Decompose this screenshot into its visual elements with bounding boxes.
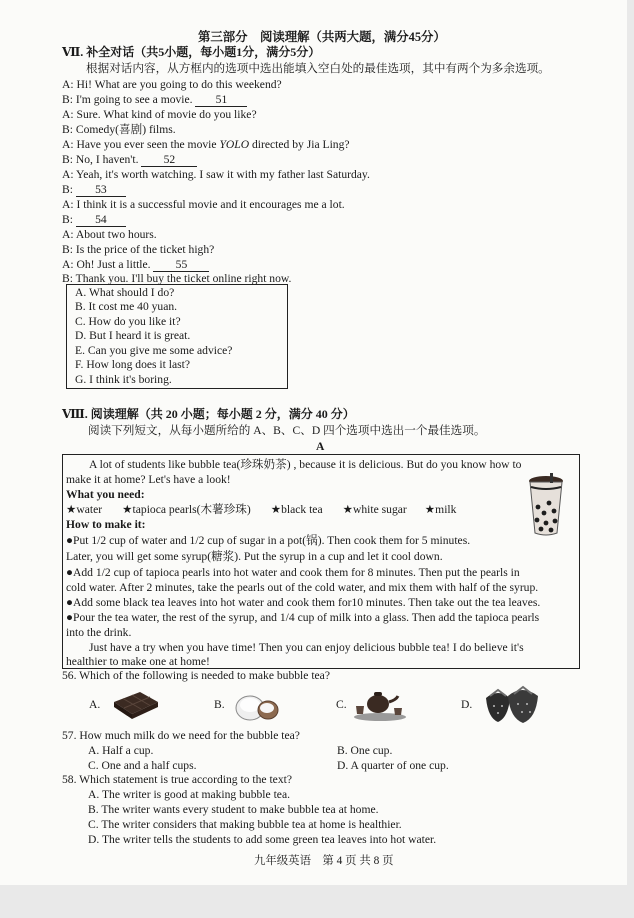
passage-line: ●Add some black tea leaves into hot water and cook them for10 minutes. Then take out the tea leaves.	[66, 596, 541, 609]
coconut-image	[232, 690, 280, 722]
answer-blank-55[interactable]: 55	[153, 259, 209, 272]
movie-title: YOLO	[219, 138, 250, 151]
passage-line: ●Add 1/2 cup of tapioca pearls into hot water and cook them for 8 minutes. Then put the pearls in	[66, 566, 520, 579]
dialogue-text: directed by Jia Ling?	[249, 138, 350, 151]
passage-line: healthier to make one at home!	[66, 655, 210, 668]
section7-instruction: 根据对话内容，从方框内的选项中选出能填入空白处的最佳选项，其中有两个为多余选项。	[86, 62, 550, 75]
answer-blank-52[interactable]: 52	[141, 154, 197, 167]
section-header: 第三部分 阅读理解（共两大题，满分45分）	[198, 30, 446, 44]
ingredient-item: ★white sugar	[342, 503, 407, 516]
dialogue-line: A: Hi! What are you going to do this weekend?	[62, 78, 282, 91]
passage-label: A	[316, 440, 325, 453]
passage-line: ●Put 1/2 cup of water and 1/2 cup of sugar in a pot(锅). Then cook them for 5 minutes.	[66, 534, 471, 547]
passage-line: Just have a try when you have time! Then you can enjoy delicious bubble tea! I do believe it's	[89, 641, 524, 654]
dialogue-text: A: Have you ever seen the movie	[62, 138, 220, 151]
option-57-c[interactable]: C. One and a half cups.	[88, 759, 197, 772]
option-56-b[interactable]: B.	[214, 698, 225, 711]
dialogue-line: B: Is the price of the ticket high?	[62, 243, 215, 256]
answer-blank-53[interactable]: 53	[76, 184, 126, 197]
ingredient-item: ★milk	[424, 503, 457, 516]
question-57: 57. How much milk do we need for the bubble tea?	[62, 729, 300, 742]
passage-line: into the drink.	[66, 626, 132, 639]
option-item: D. But I heard it is great.	[75, 329, 191, 342]
answer-blank-51[interactable]: 51	[195, 94, 247, 107]
option-57-d[interactable]: D. A quarter of one cup.	[337, 759, 449, 772]
dialogue-line: B: Comedy(喜剧) films.	[62, 123, 176, 136]
dialogue-line: A: About two hours.	[62, 228, 157, 241]
passage-line: ●Pour the tea water, the rest of the syrup, and 1/4 cup of milk into a glass. Then add the tapioca pearls	[66, 611, 540, 624]
dialogue-text: A: Oh! Just a little.	[62, 258, 154, 271]
dialogue-line: A: Yeah, it's worth watching. I saw it with my father last Saturday.	[62, 168, 370, 181]
option-58-c[interactable]: C. The writer considers that making bubble tea at home is healthier.	[88, 818, 402, 831]
dialogue-line	[62, 183, 126, 197]
dialogue-line: B: Thank you. I'll buy the ticket online right now.	[62, 272, 292, 285]
option-56-c[interactable]: C.	[336, 698, 347, 711]
answer-blank-54[interactable]: 54	[76, 214, 126, 227]
options-box	[66, 284, 288, 389]
passage-line: cold water. After 2 minutes, take the pearls out of the cold water, and mix them with half of the syrup.	[66, 581, 539, 594]
bubble-tea-cup-image	[525, 473, 567, 537]
option-56-a[interactable]: A.	[89, 698, 101, 711]
option-58-b[interactable]: B. The writer wants every student to make bubble tea at home.	[88, 803, 379, 816]
section8-title: Ⅷ. 阅读理解（共 20 小题；每小题 2 分，满分 40 分）	[62, 407, 355, 421]
option-58-d[interactable]: D. The writer tells the students to add some green tea leaves into hot water.	[88, 833, 437, 846]
option-58-a[interactable]: A. The writer is good at making bubble tea.	[88, 788, 290, 801]
option-57-b[interactable]: B. One cup.	[337, 744, 393, 757]
section8-instruction: 阅读下列短文，从每小题所给的 A、B、C、D 四个选项中选出一个最佳选项。	[88, 424, 486, 437]
how-heading: How to make it:	[66, 518, 146, 531]
dialogue-text: B:	[62, 213, 76, 226]
dialogue-text: B:	[62, 183, 76, 196]
dialogue-line	[62, 213, 126, 227]
option-item: A. What should I do?	[75, 286, 175, 299]
passage-line: make it at home? Let's have a look!	[66, 473, 231, 486]
ingredient-item: ★black tea	[270, 503, 323, 516]
dialogue-line	[62, 93, 247, 107]
option-57-a[interactable]: A. Half a cup.	[88, 744, 154, 757]
ingredient-list	[66, 503, 456, 517]
passage-box	[62, 454, 580, 669]
option-item: B. It cost me 40 yuan.	[75, 300, 178, 313]
ingredient-item: ★tapioca pearls(木薯珍珠)	[122, 503, 251, 516]
dialogue-line	[62, 258, 209, 272]
dialogue-line	[62, 138, 350, 152]
teapot-cups-image	[352, 686, 408, 722]
option-item: F. How long does it last?	[75, 358, 191, 371]
option-item: E. Can you give me some advice?	[75, 343, 233, 357]
strawberries-image	[480, 684, 546, 724]
section7-title: Ⅶ. 补全对话（共5小题，每小题1分，满分5分）	[62, 45, 321, 59]
option-56-d[interactable]: D.	[461, 698, 473, 711]
dialogue-text: B: I'm going to see a movie.	[62, 93, 196, 106]
dialogue-line: A: Sure. What kind of movie do you like?	[62, 108, 257, 121]
option-item: C. How do you like it?	[75, 314, 181, 328]
dialogue-line: A: I think it is a successful movie and it encourages me a lot.	[62, 198, 345, 211]
ingredient-item: ★water	[66, 503, 103, 516]
need-heading: What you need:	[66, 488, 145, 501]
question-58: 58. Which statement is true according to the text?	[62, 773, 292, 786]
dialogue-line	[62, 153, 197, 167]
question-56: 56. Which of the following is needed to make bubble tea?	[62, 669, 330, 682]
chocolate-image	[110, 688, 162, 722]
passage-line: Later, you will get some syrup(糖浆). Put the syrup in a cup and let it cool down.	[66, 550, 443, 563]
passage-line: A lot of students like bubble tea(珍珠奶茶) , because it is delicious. But do you know how to	[89, 458, 522, 471]
dialogue-text: B: No, I haven't.	[62, 153, 142, 166]
page-footer: 九年级英语 第 4 页 共 8 页	[254, 855, 394, 867]
option-item: G. I think it's boring.	[75, 372, 172, 386]
